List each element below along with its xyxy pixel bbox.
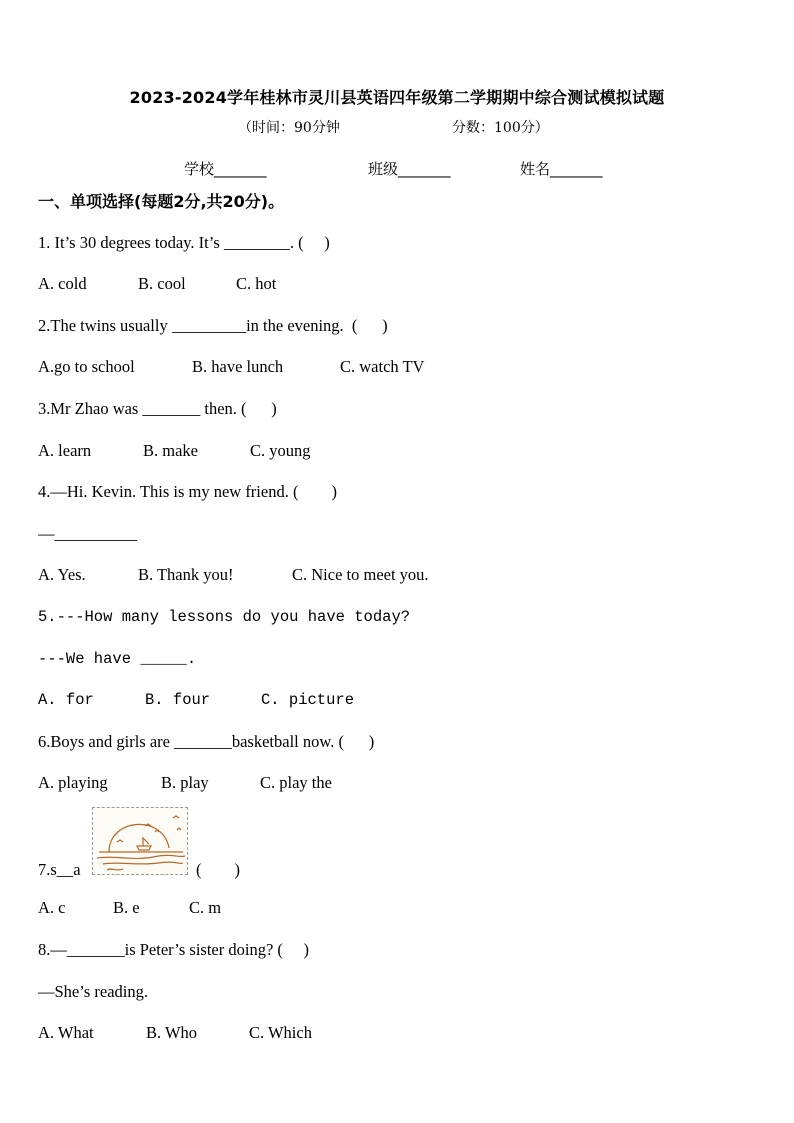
question-7: 7.s__a — [38, 860, 81, 879]
name-field: 姓名_______ — [520, 160, 603, 178]
q4-option-a: A. Yes. — [38, 565, 86, 584]
q2-option-c: C. watch TV — [340, 357, 425, 376]
school-field: 学校_______ — [184, 160, 267, 178]
q8-option-c: C. Which — [249, 1023, 312, 1042]
q1-option-b: B. cool — [138, 274, 186, 293]
q7-option-b: B. e — [113, 898, 140, 917]
time-limit: （时间：90分钟 — [238, 120, 340, 136]
section-heading: 一、单项选择(每题2分,共20分)。 — [38, 192, 285, 211]
q6-option-c: C. play the — [260, 773, 332, 792]
question-3: 3.Mr Zhao was _______ then. ( ) — [38, 399, 277, 418]
q3-option-c: C. young — [250, 441, 311, 460]
q8-option-a: A. What — [38, 1023, 94, 1042]
question-4-reply: —__________ — [38, 524, 137, 543]
q3-option-a: A. learn — [38, 441, 92, 460]
q7-option-c: C. m — [189, 898, 222, 917]
total-score: 分数：100分） — [452, 120, 549, 136]
question-8-reply: —She’s reading. — [38, 982, 148, 1001]
sunset-drawing-icon — [93, 808, 187, 874]
question-8: 8.—_______is Peter’s sister doing? ( ) — [38, 940, 310, 959]
q4-option-c: C. Nice to meet you. — [292, 565, 429, 584]
q4-option-b: B. Thank you! — [138, 565, 234, 584]
q8-option-b: B. Who — [146, 1023, 198, 1042]
q1-option-c: C. hot — [236, 274, 277, 293]
question-1: 1. It’s 30 degrees today. It’s ________. ( ) — [38, 233, 330, 252]
q2-option-b: B. have lunch — [192, 357, 284, 376]
class-field: 班级_______ — [368, 160, 451, 178]
q5-option-b: B. four — [145, 691, 211, 709]
exam-title: 2023-2024学年桂林市灵川县英语四年级第二学期期中综合测试模拟试题 — [129, 88, 665, 107]
q7-option-a: A. c — [38, 898, 66, 917]
question-7-answer-blank: ( ) — [196, 860, 240, 879]
q3-option-b: B. make — [143, 441, 198, 460]
q2-option-a: A.go to school — [38, 357, 135, 376]
q6-option-b: B. play — [161, 773, 209, 792]
q5-option-a: A. for — [38, 691, 94, 709]
q6-option-a: A. playing — [38, 773, 108, 792]
sea-sunset-picture — [92, 807, 188, 875]
question-6: 6.Boys and girls are _______basketball now. ( ) — [38, 732, 375, 751]
question-5: 5.---How many lessons do you have today? — [38, 608, 411, 626]
q1-option-a: A. cold — [38, 274, 87, 293]
q5-option-c: C. picture — [261, 691, 355, 709]
question-5-reply: ---We have _____. — [38, 650, 197, 668]
question-2: 2.The twins usually _________in the evening. ( ) — [38, 316, 388, 335]
question-4: 4.—Hi. Kevin. This is my new friend. ( ) — [38, 482, 337, 501]
